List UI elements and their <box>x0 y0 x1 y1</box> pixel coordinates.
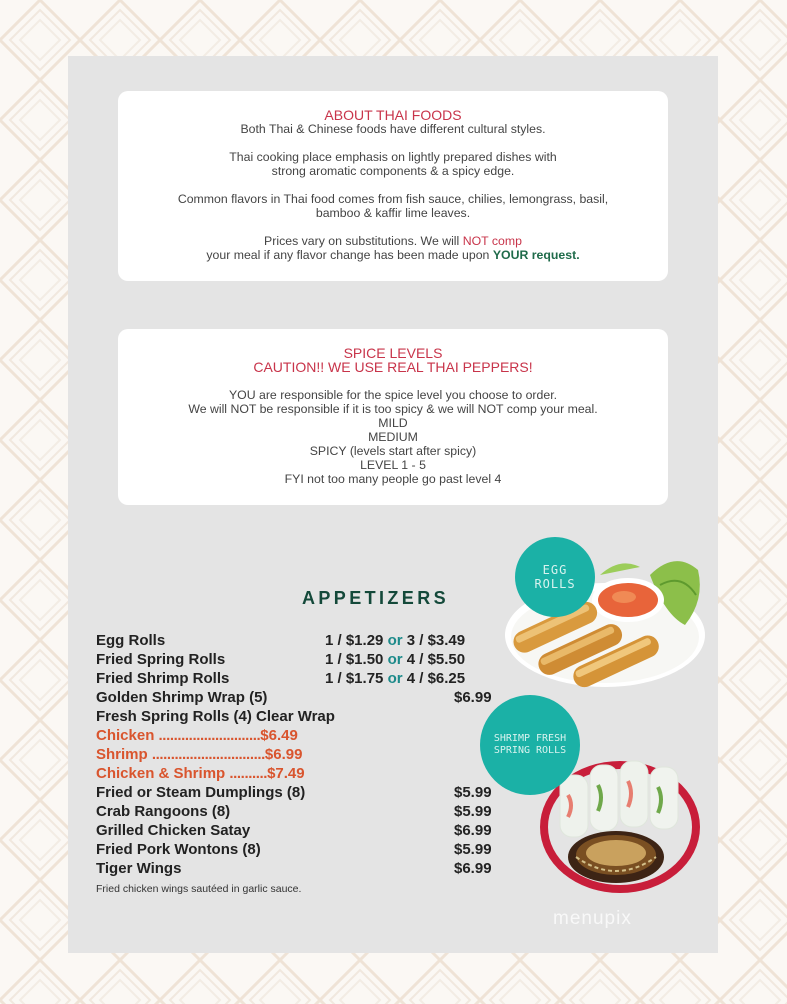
about-line-4b-text: your meal if any flavor change has been made upon <box>206 248 493 262</box>
egg-rolls-badge <box>515 537 595 617</box>
menupix-watermark: menupix <box>553 908 632 929</box>
item-price: $6.99 <box>454 822 492 839</box>
about-thai-foods-card <box>118 91 668 281</box>
subitem-name: Chicken <box>96 727 155 744</box>
price-single: 1 / $1.75 <box>325 670 384 687</box>
about-line-2b: strong aromatic components & a spicy edge. <box>271 164 515 178</box>
subitem-price: $7.49 <box>267 765 305 782</box>
item-price-options <box>325 650 465 669</box>
your-request-text: YOUR request. <box>492 248 580 262</box>
about-line-4b <box>118 248 668 262</box>
item-name: Fresh Spring Rolls (4) Clear Wrap <box>96 708 335 725</box>
about-line-3b: bamboo & kaffir lime leaves. <box>315 206 471 220</box>
spice-line-1: YOU are responsible for the spice level you choose to order. <box>228 388 558 402</box>
egg-badge-line-1: EGG <box>542 563 568 577</box>
item-name: Egg Rolls <box>96 632 166 649</box>
subitem-line <box>96 764 305 783</box>
item-name: Fried Pork Wontons (8) <box>96 841 261 858</box>
subitem-line <box>96 745 302 764</box>
item-price: $6.99 <box>454 689 492 706</box>
about-title: ABOUT THAI FOODS <box>324 107 462 123</box>
spice-level-spicy: SPICY (levels start after spicy) <box>309 444 477 458</box>
item-price: $6.99 <box>454 860 492 877</box>
about-line-3a: Common flavors in Thai food comes from fish sauce, chilies, lemongrass, basil, <box>177 192 609 206</box>
price-single: 1 / $1.29 <box>325 632 384 649</box>
subitem-name: Chicken & Shrimp <box>96 765 226 782</box>
subitem-price: $6.99 <box>264 746 303 763</box>
spice-level-range: LEVEL 1 - 5 <box>360 458 426 472</box>
appetizers-heading: APPETIZERS <box>302 588 450 608</box>
item-name: Fried or Steam Dumplings (8) <box>96 784 306 801</box>
price-multi: 4 / $5.50 <box>406 651 466 668</box>
item-price-options <box>325 669 465 688</box>
subitem-price: $6.49 <box>260 727 298 744</box>
subitem-dots: .............................. <box>151 746 265 763</box>
item-name: Fried Shrimp Rolls <box>96 670 230 687</box>
spice-line-2: We will NOT be responsible if it is too spicy & we will NOT comp your meal. <box>188 402 598 416</box>
item-name: Grilled Chicken Satay <box>96 822 251 839</box>
item-price: $5.99 <box>454 784 492 801</box>
price-or: or <box>387 670 403 687</box>
price-or: or <box>387 651 403 668</box>
subitem-line <box>96 726 298 745</box>
about-line-4a-text: Prices vary on substitutions. We will <box>264 234 463 248</box>
tiger-wings-note: Fried chicken wings sautéed in garlic sauce. <box>96 883 302 895</box>
not-comp-text: NOT comp <box>462 234 522 248</box>
item-name: Tiger Wings <box>96 860 182 877</box>
item-name: Fried Spring Rolls <box>96 651 226 668</box>
item-name: Crab Rangoons (8) <box>96 803 231 820</box>
spice-levels-card <box>118 329 668 505</box>
item-name: Golden Shrimp Wrap (5) <box>96 689 268 706</box>
spice-level-medium: MEDIUM <box>368 430 418 444</box>
spice-level-fyi: FYI not too many people go past level 4 <box>284 472 502 486</box>
about-line-2a: Thai cooking place emphasis on lightly prepared dishes with <box>229 150 557 164</box>
egg-badge-line-2: ROLLS <box>534 577 576 591</box>
price-multi: 3 / $3.49 <box>406 632 466 649</box>
spice-caution: CAUTION!! WE USE REAL THAI PEPPERS! <box>253 359 533 375</box>
price-single: 1 / $1.50 <box>325 651 384 668</box>
shrimp-badge-line-1: SHRIMP FRESH <box>493 733 567 744</box>
shrimp-fresh-spring-rolls-badge <box>480 695 580 795</box>
about-line-4a <box>118 234 668 248</box>
price-or: or <box>387 632 403 649</box>
item-price: $5.99 <box>454 803 492 820</box>
price-multi: 4 / $6.25 <box>406 670 466 687</box>
subitem-dots: ........................... <box>158 727 261 744</box>
spice-title: SPICE LEVELS <box>343 345 443 361</box>
spice-level-mild: MILD <box>378 416 408 430</box>
subitem-dots: .......... <box>229 765 268 782</box>
shrimp-badge-line-2: SPRING ROLLS <box>493 745 567 756</box>
item-price: $5.99 <box>454 841 492 858</box>
item-price-options <box>325 631 465 650</box>
about-line-1: Both Thai & Chinese foods have different cultural styles. <box>240 122 546 136</box>
subitem-name: Shrimp <box>96 746 148 763</box>
